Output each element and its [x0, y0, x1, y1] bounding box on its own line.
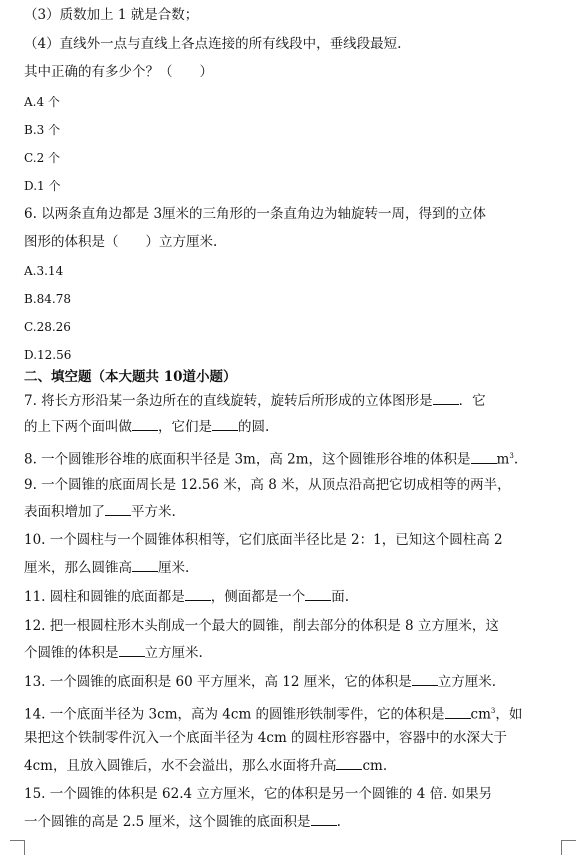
q11-text: 面.: [331, 589, 350, 605]
question-6-line-2: 图形的体积是（ ）立方厘米.: [24, 234, 218, 250]
option-b: B.3 个: [24, 123, 61, 137]
question-12-line-1: 12. 把一根圆柱形木头削成一个最大的圆锥，削去部分的体积是 8 立方厘米，这: [24, 618, 499, 634]
question-14-line-2: 果把这个铁制零件沉入一个底面半径为 4cm 的圆柱形容器中，容器中的水深大于: [24, 730, 508, 746]
option-b: B.84.78: [24, 292, 71, 306]
q7-text: ．它: [458, 393, 486, 409]
unit: m: [496, 451, 510, 468]
q10-text: 厘米.: [158, 560, 190, 576]
q11-text: ，侧面都是一个: [210, 589, 306, 605]
option-c: C.2 个: [24, 151, 61, 165]
question-8: [24, 447, 518, 469]
answer-blank: [412, 673, 438, 686]
answer-blank: [212, 418, 238, 431]
question-5-stem: 其中正确的有多少个？（ ）: [24, 64, 213, 80]
answer-blank: [433, 392, 459, 405]
unit-exponent: 3: [490, 707, 496, 715]
q7-text: 的圆.: [238, 419, 270, 435]
page-corner-mark: [10, 840, 25, 855]
q10-text: 厘米，那么圆锥高: [24, 560, 132, 576]
answer-blank: [445, 706, 471, 719]
question-14-line-3: [24, 757, 387, 775]
q15-text: .: [336, 814, 341, 830]
question-11: [24, 588, 349, 606]
answer-blank: [119, 644, 145, 657]
question-7-line-1: [24, 392, 486, 410]
q14-text: 4cm，且放入圆锥后，水不会溢出，那么水面将升高: [24, 758, 337, 774]
option-c: C.28.26: [24, 320, 71, 334]
q12-text: 个圆锥的体积是: [24, 645, 119, 661]
section-heading: 二、填空题（本大题共 10道小题）: [24, 369, 237, 385]
option-d: D.1 个: [24, 179, 61, 193]
answer-blank: [471, 451, 497, 464]
q7-text: ，它们是: [158, 419, 212, 435]
q7-text: 7. 将长方形沿某一条边所在的直线旋转，旋转后所形成的立体图形是: [24, 393, 433, 409]
answer-blank: [185, 588, 211, 601]
unit: cm: [470, 706, 491, 723]
q15-text: 一个圆锥的高是 2.5 厘米，这个圆锥的底面积是: [24, 814, 311, 830]
question-10-line-1: 10. 一个圆柱与一个圆锥体积相等，它们底面半径比是 2：1，已知这个圆柱高 2: [24, 532, 503, 548]
question-10-line-2: [24, 559, 189, 577]
question-13: [24, 673, 496, 691]
question-7-line-2: [24, 418, 269, 436]
option-a: A.4 个: [24, 95, 60, 109]
q13-text: 13. 一个圆锥的底面积是 60 平方厘米，高 12 厘米，它的体积是: [24, 674, 412, 690]
answer-blank: [311, 813, 337, 826]
question-6-line-1: 6. 以两条直角边都是 3厘米的三角形的一条直角边为轴旋转一周，得到的立体: [24, 206, 487, 222]
answer-blank: [132, 418, 158, 431]
answer-blank: [305, 588, 331, 601]
page-corner-mark: [561, 840, 576, 855]
answer-blank: [336, 757, 362, 770]
question-9-line-2: [24, 503, 176, 521]
q9-text: 表面积增加了: [24, 504, 105, 520]
option-a: A.3.14: [24, 264, 64, 278]
q12-text: 立方厘米.: [144, 645, 203, 661]
statement-3: （3）质数加上 1 就是合数；: [24, 7, 199, 23]
q14-text: 14. 一个底面半径为 3cm，高为 4cm 的圆锥形铁制零件，它的体积是: [24, 706, 445, 723]
q13-text: 立方厘米.: [437, 674, 497, 690]
option-d: D.12.56: [24, 348, 72, 362]
unit-exponent: 3: [509, 452, 514, 460]
q14-text: ，如: [495, 706, 523, 723]
question-15-line-1: 15. 一个圆锥的体积是 62.4 立方厘米，它的体积是另一个圆锥的 4 倍. 如果另: [24, 786, 493, 802]
q7-text: 的上下两个面叫做: [24, 419, 132, 435]
answer-blank: [105, 503, 131, 516]
q14-text: cm.: [362, 758, 388, 774]
question-9-line-1: 9. 一个圆锥的底面周长是 12.56 米，高 8 米，从顶点沿高把它切成相等的两半，: [24, 477, 511, 493]
answer-blank: [132, 559, 158, 572]
q11-text: 11. 圆柱和圆锥的底面都是: [24, 589, 185, 605]
question-12-line-2: [24, 644, 203, 662]
question-14-line-1: [24, 702, 522, 724]
q9-text: 平方米.: [131, 504, 176, 520]
statement-4: （4）直线外一点与直线上各点连接的所有线段中，垂线段最短.: [24, 36, 402, 52]
q8-text: .: [513, 451, 519, 468]
question-15-line-2: [24, 813, 341, 831]
q8-text: 8. 一个圆锥形谷堆的底面积半径是 3m，高 2m，这个圆锥形谷堆的体积是: [24, 451, 471, 468]
